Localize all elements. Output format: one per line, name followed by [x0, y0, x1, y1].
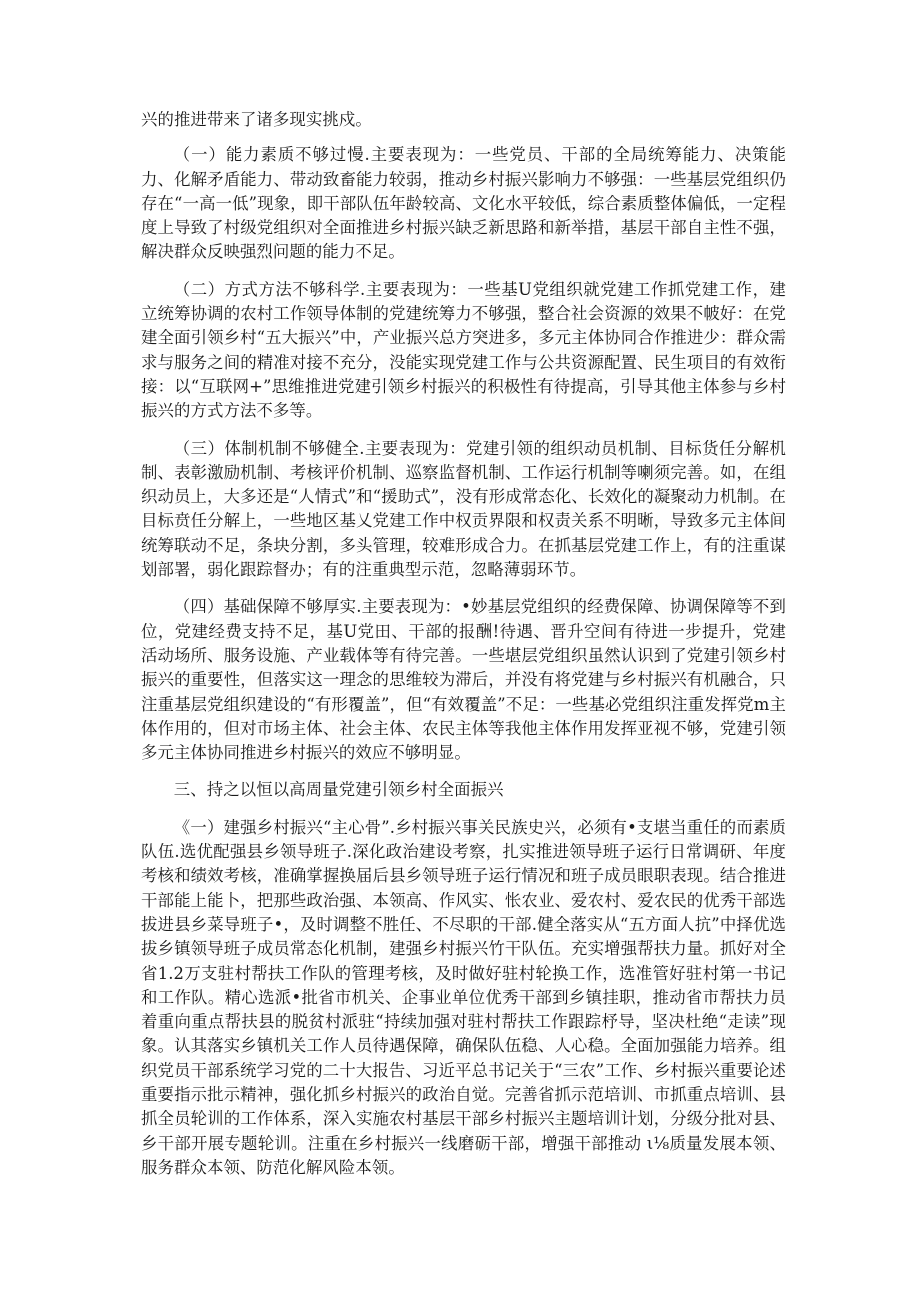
continuation-text: 兴的推进带来了诸多现实挑戍。 [141, 110, 372, 129]
section-heading: 三、持之以恒以高周量党建引领乡村全面振兴 [173, 780, 504, 800]
paragraph-ability: （一）能力素质不够过慢.主要表现为：一些党员、干部的全局统筹能力、决策能力、化解矛盾能力、带动致畜能力较弱，推动乡村振兴影响力不够强：一些基层党组织仍存在“一高一低”现象，即干部队伍年龄较高、文化水平较低，综合素质整体偏低，一定程度上导致了村级党组织对全面推进乡村振兴缺乏新思路和新举措，基层干部自主性不强，解决群众反映强烈问题的能力不足。 [141, 145, 786, 262]
document-page [141, 108, 786, 1180]
paragraph-backbone: 《一）建强乡村振兴“主心骨”.乡村振兴事关民族史兴，必须有•支堪当重任的而素质队伍.选优配强县乡领导班子.深化政治建设考察，扎实推进领导班子运行日常调研、年度考核和绩效考核，准确掌握换届后县乡领导班子运行情况和班子成员眼职表现。结合推进干部能上能卜，把那些政治强、本领高、作风实、怅农业、爱农村、爱农民的优秀干部选拔进县乡菜导班子•，及时调整不胜任、不尽职的干部.健全落实从“五方面人抗”中择优选拔乡镇领导班子成员常态化机制，建强乡村振兴竹干队伍。充实增强帮扶力量。抓好对全省1.2万支驻村帮扶工作队的管理考核，及时做好驻村轮换工作，选准管好驻村第一书记和工作队。精心选派•批省市机关、企事业单位优秀干部到乡镇挂职，推动省市帮扶力员着重向重点帮扶县的脱贫村派驻“持续加强对驻村帮扶工作跟踪杼导，坚决杜绝“走读”现象。认其落实乡镇机关工作人员待遇保障，确保队伍稳、人心稳。全面加强能力培养。组织党员干部系统学习党的二十大报告、习近平总书记关于“三农”工作、乡村振兴重要论述重要指示批示精神，强化抓乡村振兴的政治自觉。完善省抓示范培训、市抓重点培训、县抓全员轮训的工作体系，深入实施农村基层干部乡村振兴主题培训计划，分级分批对县、乡干部开展专题轮训。注重在乡村振兴一线磨砺干部，增强干部推动 ι⅛质量发展本领、服务群众本领、防范化解风险本领。 [141, 817, 786, 1177]
paragraph-mechanism: （三）体制机制不够健全.主要表现为：党建引领的组织动员机制、目标货任分解机制、表彰激励机制、考核评价机制、巡察监督机制、工作运行机制等喇须完善。如，在组织动员上，大多还是“人情式”和“援助式”，没有形成常态化、长效化的凝聚动力机制。在目标贲任分解上，一些地区基乂党建工作中权贡界限和权责关系不明晰，导致多元主体间统筹联动不足，条块分割，多头管理，较难形成合力。在抓基层党建工作上，有的注重谋划部署，弱化跟踪督办；有的注重典型示范，忽略薄弱环节。 [141, 438, 786, 580]
paragraph-foundation: （四）基础保障不够厚实.主要表现为：•妙基层党组织的经费保障、协调保障等不到位，党建经费支持不足，基U党田、干部的报酬!待遇、晋升空间有待进一步提升，党建活动场所、服务设施、产业载体等有待完善。一些堪层党组织虽然认识到了党建引领乡村振兴的重要性，但落实这一理念的思维较为滞后，并没有将党建与乡村振兴有机融合，只注重基层党组织建设的“有形覆盖”，但“有效覆盖”不足：一些基必党组织注重发挥党m主体作用的，但对市场主体、社会主体、农民主体等我他主体作用发挥亚视不够，党建引领多元主体协同推进乡村振兴的效应不够明显。 [141, 597, 786, 763]
paragraph-methods: （二）方式方法不够科学.主要表现为：一些基U党组织就党建工作抓党建工作，建立统筹协调的农村工作领导体制的党建统筹力不够强，整合社会资源的效果不帔好：在党建全面引领乡村“五大振兴”中，产业振兴总方突进多，多元主体协同合作推进少：群众需求与服务之间的精准对接不充分，没能实现党建工作与公共资源配置、民生项目的有效衔接：以“互联网+”思维推进党建引领乡村振兴的积极性有待提高，引导其他主体参与乡村振兴的方式方法不多等。 [141, 279, 786, 421]
